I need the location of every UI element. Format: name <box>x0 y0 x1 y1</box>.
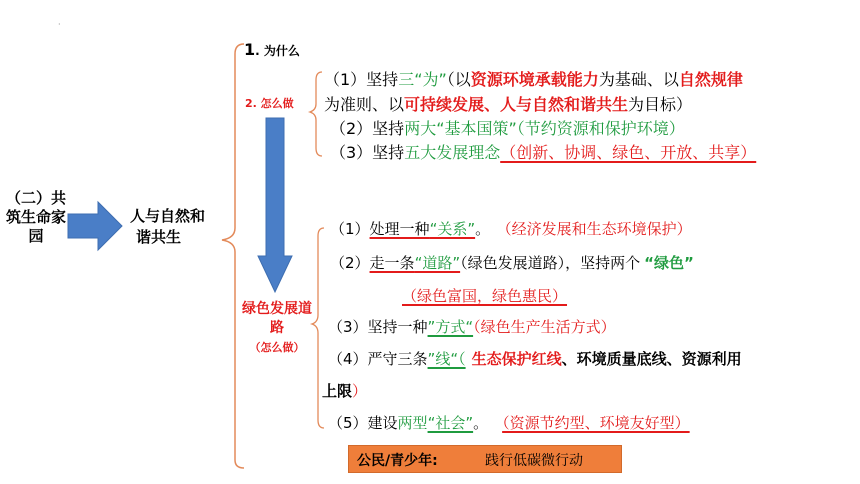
badge-value: 践行低碳微行动 <box>485 453 583 469</box>
green-road-title: 绿色发展道路 <box>242 301 312 336</box>
bottom-item-1: （1）处理一种“关系”。 （经济发展和生态环境保护） <box>330 220 692 238</box>
bottom-item-3: （3）坚持一种”方式“（绿色生产生活方式） <box>328 318 616 336</box>
how-label: 2. 怎么做 <box>245 97 294 110</box>
section-title: （二）共筑生命家园 <box>6 189 67 245</box>
top-item-1-line1: （1）坚持三“为”（以资源环境承载能力为基础、以自然规律 <box>324 70 743 89</box>
why-number: 1 <box>244 40 256 59</box>
why-text: . 为什么 <box>255 44 300 58</box>
main-bracket <box>222 44 244 468</box>
citizen-action-badge <box>348 445 622 473</box>
top-item-3: （3）坚持五大发展理念（创新、协调、绿色、开放、共享） <box>330 143 757 162</box>
top-items-bracket <box>310 72 322 156</box>
bottom-item-5: （5）建设两型“社会”。 （资源节约型、环境友好型） <box>328 414 690 432</box>
right-arrow-icon <box>68 202 122 250</box>
decorative-dot: · <box>58 20 61 29</box>
green-road-subtitle: （怎么做） <box>249 341 305 354</box>
topic-title-line2: 谐共生 <box>136 228 182 246</box>
down-arrow-icon <box>258 118 292 292</box>
green-road-label <box>240 300 314 357</box>
bottom-item-4-line1: （4）严守三条”线“（ 生态保护红线、环境质量底线、资源利用 <box>328 350 742 368</box>
bottom-item-2-line2: （绿色富国，绿色惠民） <box>402 287 568 305</box>
topic-title <box>130 206 205 248</box>
top-item-2: （2）坚持两大“基本国策”（节约资源和保护环境） <box>330 119 685 138</box>
topic-title-line1: 人与自然和 <box>130 207 206 225</box>
badge-key: 公民/青少年: <box>357 453 438 469</box>
why-label <box>244 40 300 59</box>
bottom-item-4-line2: 上限） <box>322 382 368 400</box>
top-item-1-line2: 为准则、以可持续发展、人与自然和谐共生为目标） <box>324 95 693 114</box>
bottom-item-2-line1: （2）走一条“道路”（绿色发展道路），坚持两个 “绿色” <box>330 254 694 272</box>
